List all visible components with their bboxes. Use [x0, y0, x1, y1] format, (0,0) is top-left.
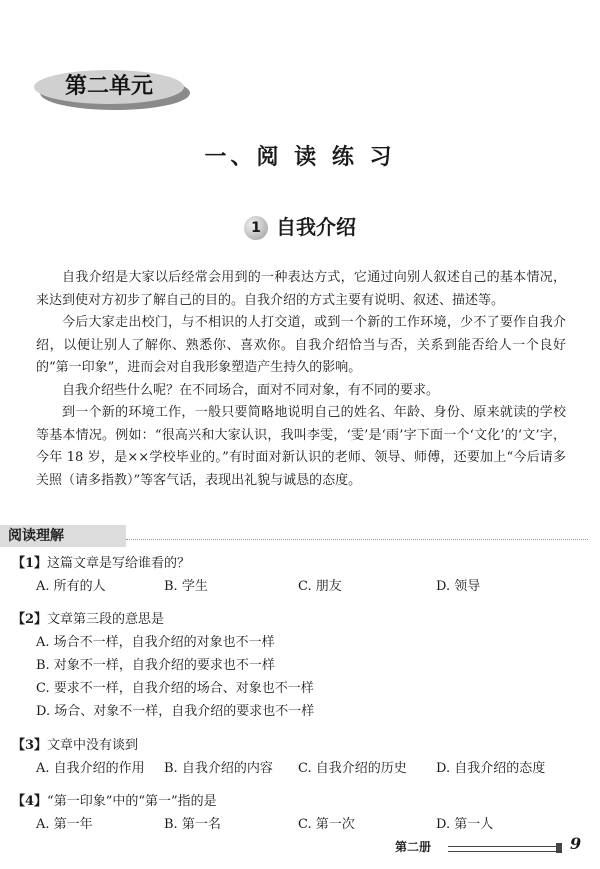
passage-paragraph: 自我介绍是大家以后经常会用到的一种表达方式，它通过向别人叙述自己的基本情况，来达到使对方初步了解自己的目的。自我介绍的方式主要有说明、叙述、描述等。 — [36, 270, 566, 308]
question-3 — [12, 735, 582, 780]
question-stem — [12, 791, 582, 813]
option-d: D. 自我介绍的态度 — [436, 761, 546, 776]
lesson-title: 自我介绍 — [276, 215, 356, 239]
options-row — [12, 575, 582, 598]
option-a: A. 场合不一样，自我介绍的对象也不一样 — [36, 635, 275, 650]
question-4 — [12, 791, 582, 836]
option-d: D. 第一人 — [436, 817, 494, 832]
reading-comprehension-header — [0, 525, 600, 547]
option-a: A. 所有的人 — [36, 579, 106, 594]
reading-comprehension-heading: 阅读理解 — [8, 528, 64, 544]
footer-block — [556, 843, 562, 853]
passage-paragraph: 今后大家走出校门，与不相识的人打交道，或到一个新的工作环境，少不了要作自我介绍，以便让别人了解你、熟悉你、喜欢你。自我介绍恰当与否，关系到能否给人一个良好的“第一印象”，进而会对自我形象塑造产生持久的影响。 — [36, 315, 566, 375]
option-d: D. 领导 — [436, 579, 481, 594]
question-text: 这篇文章是写给谁看的？ — [47, 556, 191, 571]
section-title: 一、阅 读 练 习 — [204, 145, 396, 170]
option-b: B. 自我介绍的内容 — [164, 761, 273, 776]
unit-badge — [34, 70, 194, 110]
option-b: B. 对象不一样，自我介绍的要求也不一样 — [36, 658, 275, 673]
passage-paragraph: 自我介绍些什么呢？在不同场合，面对不同对象，有不同的要求。 — [62, 382, 440, 398]
option-b: B. 第一名 — [164, 817, 221, 832]
question-stem — [12, 553, 582, 575]
passage — [36, 267, 566, 492]
page-number: 9 — [570, 834, 582, 853]
lesson-number-badge: 1 — [244, 216, 268, 240]
footer-rule — [448, 846, 560, 852]
option-b: B. 学生 — [164, 579, 208, 594]
dotted-divider — [126, 539, 588, 540]
options-row — [12, 813, 582, 836]
option-d: D. 场合、对象不一样，自我介绍的要求也不一样 — [36, 704, 315, 719]
question-text: “第一印象”中的“第一”指的是 — [47, 794, 217, 809]
question-tag: 【4】 — [12, 794, 48, 809]
option-a: A. 自我介绍的作用 — [36, 761, 145, 776]
options-row — [12, 757, 582, 780]
unit-title: 第二单元 — [64, 74, 153, 99]
option-a: A. 第一年 — [36, 817, 93, 832]
question-stem — [12, 609, 582, 631]
lesson-heading — [0, 211, 600, 240]
passage-paragraph: 到一个新的环境工作，一般只要简略地说明自己的姓名、年龄、身份、原来就读的学校等基本情况。例如：“很高兴和大家认识，我叫李雯，‘雯’是‘雨’字下面一个‘文化’的‘文’字，今年 18 岁，是××学校毕业的。”有时面对新认识的老师、领导、师傅，还要加上“今后请多关照（请多指教）”等客气话，表现出礼貌与诚恳的态度。 — [36, 405, 566, 488]
question-tag: 【3】 — [12, 738, 48, 753]
question-1 — [12, 553, 582, 598]
question-stem — [12, 735, 582, 757]
option-c: C. 要求不一样，自我介绍的场合、对象也不一样 — [36, 681, 314, 696]
question-tag: 【1】 — [12, 556, 48, 571]
option-c: C. 第一次 — [298, 817, 355, 832]
question-text: 文章中没有谈到 — [47, 738, 139, 753]
question-text: 文章第三段的意思是 — [47, 612, 165, 627]
option-c: C. 自我介绍的历史 — [298, 761, 407, 776]
question-2 — [12, 609, 582, 723]
option-c: C. 朋友 — [298, 579, 342, 594]
question-tag: 【2】 — [12, 612, 48, 627]
footer-volume: 第二册 — [395, 840, 432, 854]
